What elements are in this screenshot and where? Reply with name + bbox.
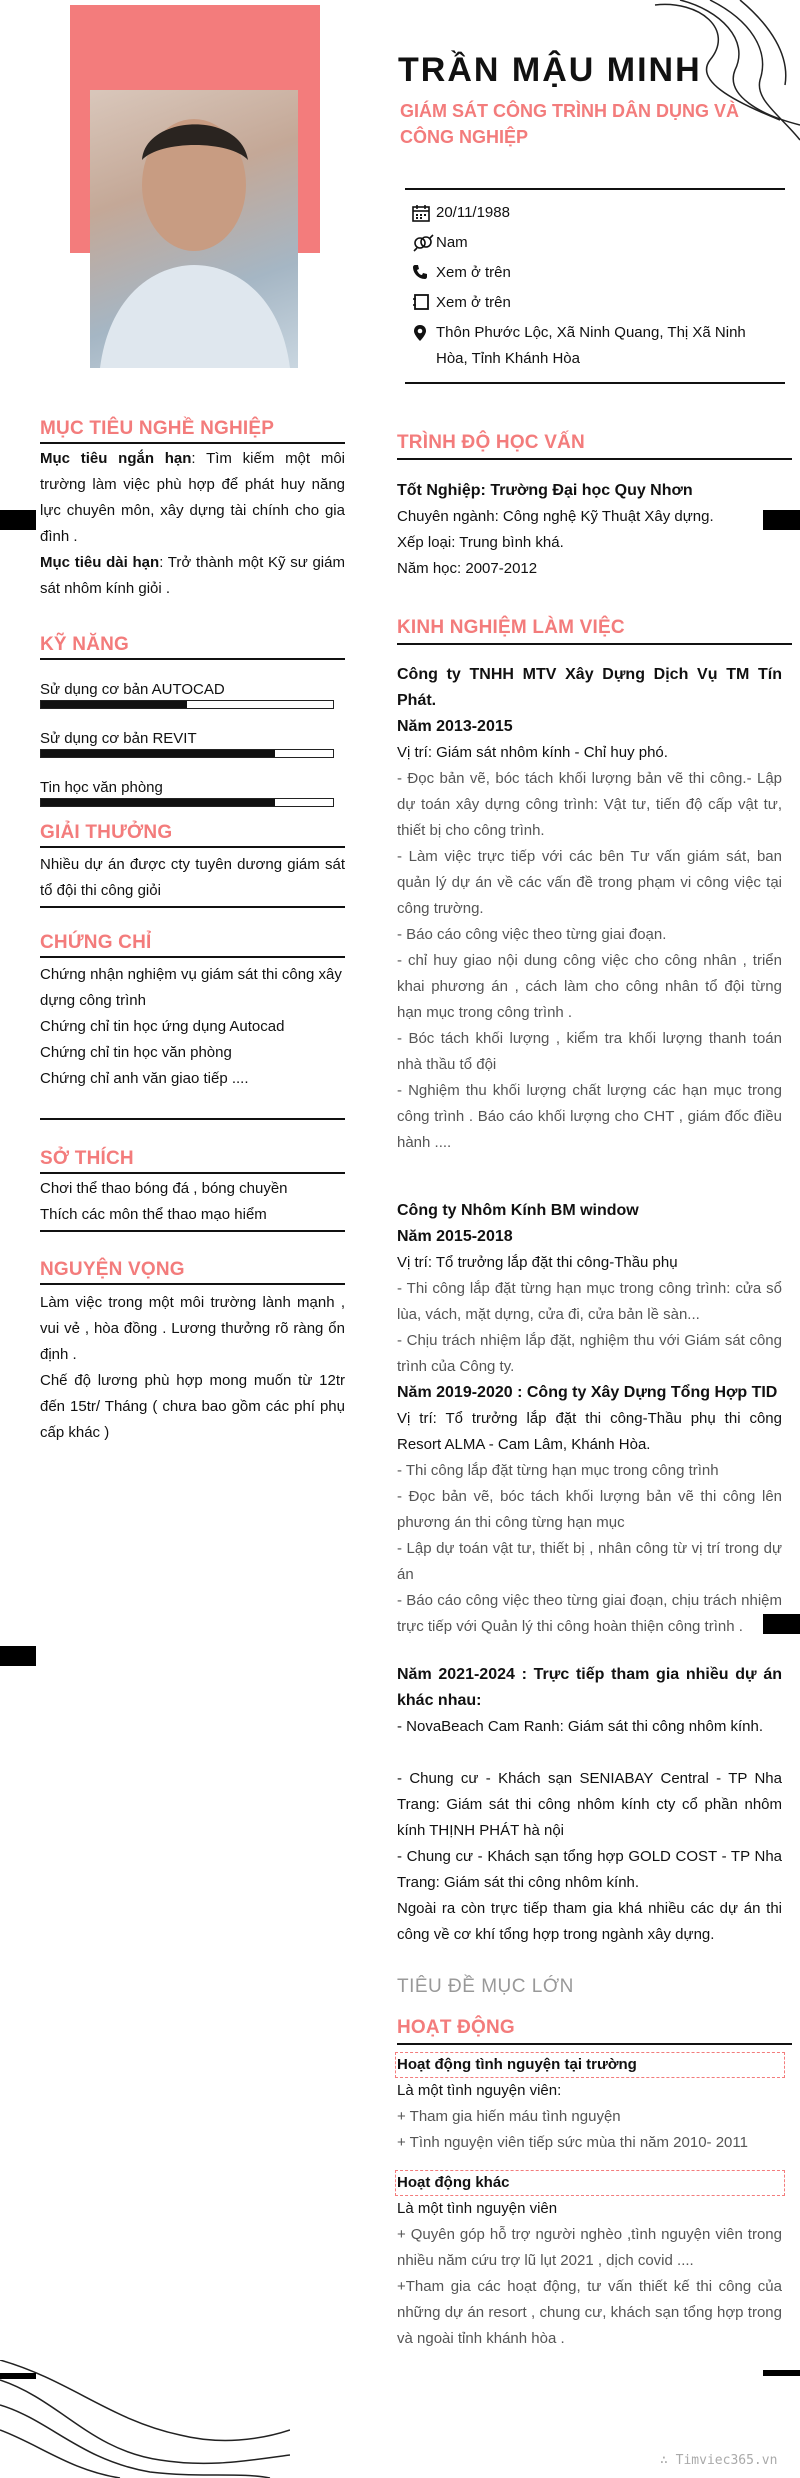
job-title-line2: CÔNG NGHIỆP [400,127,529,147]
activity1-line: Là một tình nguyện viên: [397,2082,562,2099]
wishes-title: NGUYỆN VỌNG [40,1259,185,1280]
education-school: Tốt Nghiệp: Trường Đại học Quy Nhơn [397,482,693,499]
certs-bottom-rule [40,1118,345,1120]
skill-bar-fill [41,750,275,757]
job3-duty: - Báo cáo công việc theo từng giai đoạn, chịu trách nhiệm trực tiếp với Quản lý thi công hoàn thiện công trình . [397,1592,782,1635]
phone-value: Xem ở trên [436,264,511,281]
cert-item: Chứng chỉ tin học văn phòng [40,1044,232,1061]
address-line2: Hòa, Tỉnh Khánh Hòa [436,350,580,367]
wishes-p2: Chế độ lương phù hợp mong muốn từ 12tr đến 15tr/ Tháng ( chưa bao gồm các phí phụ cấp khác ) [40,1372,345,1441]
job1-position: Vị trí: Giám sát nhôm kính - Chỉ huy phó. [397,744,668,761]
skill-name: Sử dụng cơ bản REVIT [40,730,197,747]
job4-item: - Chung cư - Khách sạn tổng hợp GOLD COST - TP Nha Trang: Giám sát thi công nhôm kính. [397,1848,782,1891]
long-term-text: : Trở thành một Kỹ sư giám sát nhôm kính giỏi . [40,554,345,597]
skills-title: KỸ NĂNG [40,634,130,655]
job1-years: Năm 2013-2015 [397,718,513,735]
calendar-icon [412,204,430,222]
edge-marker [0,1646,36,1666]
certs-rule [40,956,345,958]
job1-company: Công ty TNHH MTV Xây Dựng Dịch Vụ TM Tín Phát. [397,666,782,709]
skill-bar-fill [41,799,275,806]
wishes-rule [40,1283,345,1285]
job4-heading: Năm 2021-2024 : Trực tiếp tham gia nhiều dự án khác nhau: [397,1666,782,1709]
job4-item: Ngoài ra còn trực tiếp tham gia khá nhiều các dự án thi công về cơ khí tổng hợp trong ngành xây dựng. [397,1900,782,1943]
watermark [660,2452,777,2470]
job1-duty: - chỉ huy giao nội dung công việc cho công nhân , triển khai phương án , cách làm cho công nhân tổ đội từng hạn mục trong công trình . [397,952,782,1021]
hobbies-bottom-rule [40,1230,345,1232]
birthday-value: 20/11/1988 [436,204,510,221]
watermark-icon: ∴ [660,2453,676,2468]
awards-title: GIẢI THƯỞNG [40,822,173,843]
person-silhouette-icon [90,90,298,368]
watermark-text: Timviec365.vn [675,2453,778,2468]
info-top-rule [405,188,785,190]
education-major: Chuyên ngành: Công nghệ Kỹ Thuật Xây dựng. [397,508,714,525]
wishes-p1: Làm việc trong một môi trường lành mạnh , vui vẻ , hòa đồng . Lương thưởng rõ ràng ổn định . [40,1294,345,1363]
activities-rule [397,2043,792,2045]
job3-duty: - Lập dự toán vật tư, thiết bị , nhân công từ vị trí trong dự án [397,1540,782,1583]
skill-name: Tin học văn phòng [40,779,163,796]
education-rank: Xếp loại: Trung bình khá. [397,534,564,551]
skill-bar [40,798,334,807]
job3-duty: - Thi công lắp đặt từng hạn mục trong công trình [397,1462,719,1479]
skill-name: Sử dụng cơ bản AUTOCAD [40,681,225,698]
job1-duty: - Nghiệm thu khối lượng chất lượng các hạn mục trong công trình . Báo cáo khối lượng cho CHT , giám đốc điều hành .... [397,1082,782,1151]
job1-duty: - Bóc tách khối lượng , kiểm tra khối lượng thanh toán nhà thầu tổ đội [397,1030,782,1073]
cert-item: Chứng nhận nghiệm vụ giám sát thi công xây dựng công trình [40,966,342,1009]
hobbies-rule [40,1172,345,1174]
job2-company: Công ty Nhôm Kính BM window [397,1202,639,1219]
activities-title: HOẠT ĐỘNG [397,2017,515,2038]
edge-marker [0,510,36,530]
info-bottom-rule [405,382,785,384]
objective-text [40,446,345,602]
phone-icon [412,264,428,280]
job4-item: - NovaBeach Cam Ranh: Giám sát thi công nhôm kính. [397,1718,764,1735]
activity1-title: Hoạt động tình nguyện tại trường [397,2056,637,2073]
skill-bar-fill [41,701,187,708]
job1-duty: - Làm việc trực tiếp với các bên Tư vấn giám sát, ban quản lý dự án về các vấn đề trong phạm vi công việc tại công trường. [397,848,782,917]
hobby-item: Chơi thể thao bóng đá , bóng chuyền [40,1180,288,1197]
experience-title: KINH NGHIỆM LÀM VIỆC [397,617,625,638]
activity1-line: + Tình nguyện viên tiếp sức mùa thi năm 2010- 2011 [397,2134,748,2151]
address-book-icon [412,294,430,310]
big-heading: TIÊU ĐỀ MỤC LỚN [397,1976,574,1997]
experience-rule [397,643,792,645]
skill-bar [40,700,334,709]
short-term-label: Mục tiêu ngắn hạn [40,450,192,467]
skills-rule [40,658,345,660]
decorative-swirl-bottom [0,2360,290,2478]
email-value: Xem ở trên [436,294,511,311]
skill-bar [40,749,334,758]
location-pin-icon [412,324,428,342]
short-term-text: : Tìm kiếm một môi trường làm việc phù hợp để phát huy năng lực chuyên môn, xây dựng tài chính cho gia đình . [40,450,345,545]
cert-item: Chứng chỉ tin học ứng dụng Autocad [40,1018,285,1035]
edge-marker [763,2370,800,2376]
job-title-line1: GIÁM SÁT CÔNG TRÌNH DÂN DỤNG VÀ [400,101,739,121]
hobbies-title: SỞ THÍCH [40,1148,134,1169]
education-years: Năm học: 2007-2012 [397,560,538,577]
job3-heading: Năm 2019-2020 : Công ty Xây Dựng Tổng Hợp TID [397,1384,778,1401]
awards-bottom-rule [40,906,345,908]
awards-rule [40,846,345,848]
activity2-title: Hoạt động khác [397,2174,510,2191]
edge-marker [763,510,800,530]
gender-icon [412,234,434,252]
edge-marker [0,2373,36,2379]
job3-position: Vị trí: Tổ trưởng lắp đặt thi công-Thầu phụ thi công Resort ALMA - Cam Lâm, Khánh Hòa. [397,1410,782,1453]
job2-duty: - Chịu trách nhiệm lắp đặt, nghiệm thu với Giám sát công trình của Công ty. [397,1332,782,1375]
education-rule [397,458,792,460]
address-line1: Thôn Phước Lộc, Xã Ninh Quang, Thị Xã Ninh [436,324,746,341]
job2-duty: - Thi công lắp đặt từng hạn mục trong công trình: cửa sổ lùa, vách, mặt dựng, cửa đi, cửa bản lề sàn... [397,1280,782,1323]
long-term-label: Mục tiêu dài hạn [40,554,160,571]
activity2-line: + Quyên góp hỗ trợ người nghèo ,tình nguyện viên trong nhiều năm cứu trợ lũ lụt 2021 , dịch covid .... [397,2226,782,2269]
objective-rule [40,442,345,444]
job2-years: Năm 2015-2018 [397,1228,513,1245]
certs-title: CHỨNG CHỈ [40,932,152,953]
job4-item: - Chung cư - Khách sạn SENIABAY Central - TP Nha Trang: Giám sát thi công nhôm kính cty cổ phần nhôm kính THỊNH PHÁT hà nội [397,1770,782,1839]
job2-position: Vị trí: Tổ trưởng lắp đặt thi công-Thầu phụ [397,1254,678,1271]
activity2-line: +Tham gia các hoạt động, tư vấn thiết kế thi công của những dự án resort , chung cư, khách sạn tổng hợp trong và ngoài tỉnh khánh hòa . [397,2278,782,2347]
job1-duty: - Đọc bản vẽ, bóc tách khối lượng bản vẽ thi công.- Lập dự toán xây dựng công trình: Vật tư, tiến độ cấp vật tư, thiết bị cho công trình. [397,770,782,839]
cert-item: Chứng chỉ anh văn giao tiếp .... [40,1070,249,1087]
education-title: TRÌNH ĐỘ HỌC VẤN [397,432,585,453]
objective-title: MỤC TIÊU NGHỀ NGHIỆP [40,418,275,439]
awards-text: Nhiều dự án được cty tuyên dương giám sát tổ đội thi công giỏi [40,856,345,899]
avatar [90,90,298,368]
gender-value: Nam [436,234,468,251]
candidate-name: TRẦN MẬU MINH [398,51,702,89]
job1-duty: - Báo cáo công việc theo từng giai đoạn. [397,926,667,943]
hobby-item: Thích các môn thể thao mạo hiểm [40,1206,267,1223]
activity2-line: Là một tình nguyện viên [397,2200,558,2217]
activity1-line: + Tham gia hiến máu tình nguyện [397,2108,621,2125]
job3-duty: - Đọc bản vẽ, bóc tách khối lượng bản vẽ thi công lên phương án thi công từng hạn mục [397,1488,782,1531]
